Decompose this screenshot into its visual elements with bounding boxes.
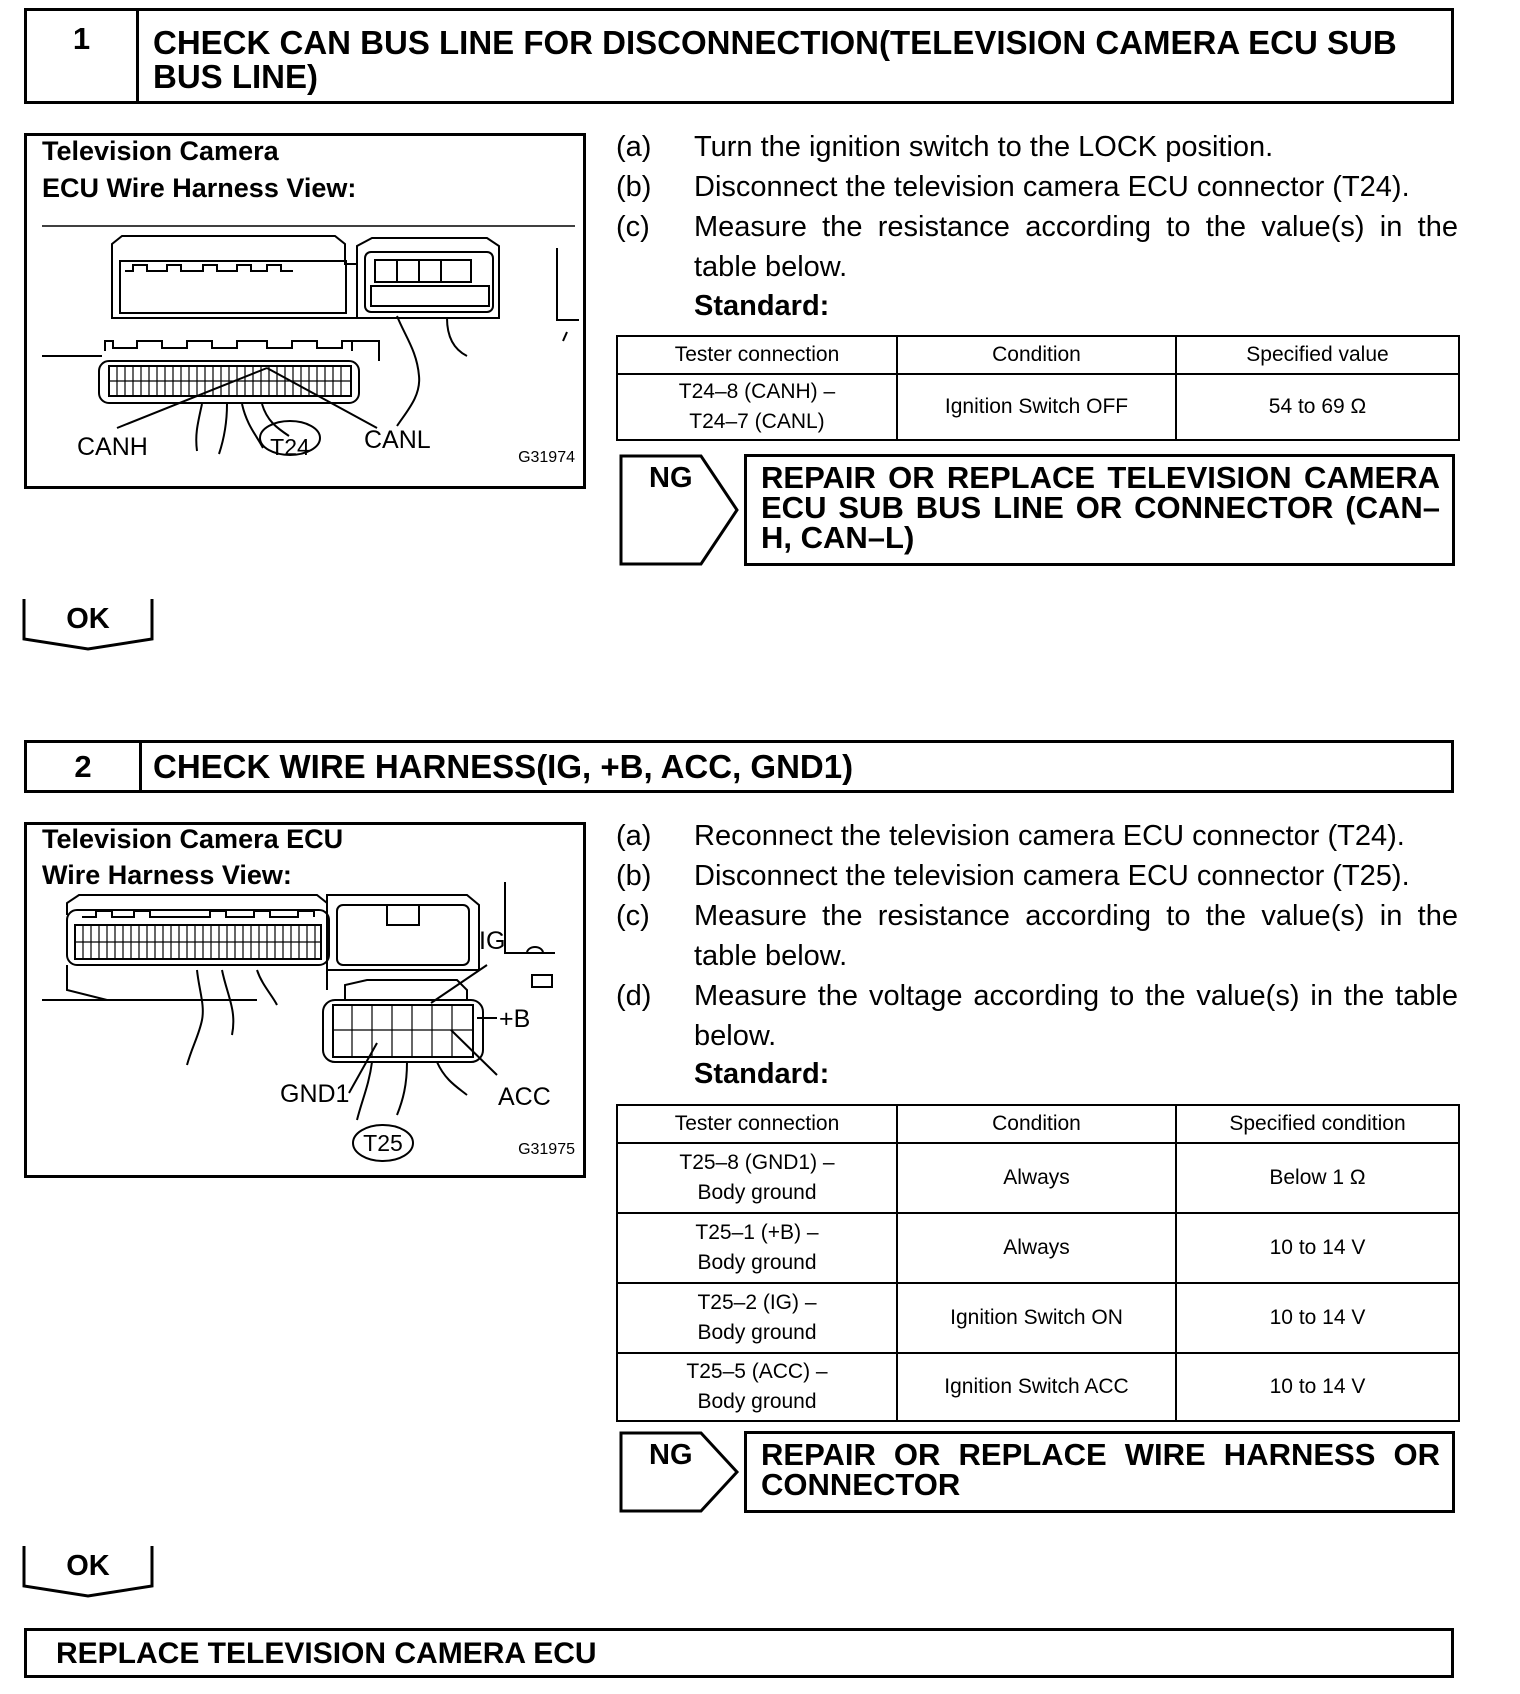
table-header: Specified condition <box>1176 1105 1459 1143</box>
step1-ok-label: OK <box>66 603 110 635</box>
step2-number: 2 <box>27 743 142 790</box>
t24-label: T24 <box>270 434 310 460</box>
table-row <box>617 1353 1459 1421</box>
table-cell: T25–8 (GND1) – Body ground <box>617 1143 897 1213</box>
ig-label: IG <box>479 927 506 955</box>
table-row <box>617 1213 1459 1283</box>
table-cell: Always <box>897 1143 1176 1213</box>
step2-header <box>24 740 1454 793</box>
table-cell: T24–8 (CANH) – T24–7 (CANL) <box>617 374 897 440</box>
acc-label: ACC <box>498 1083 551 1111</box>
step1-ng-block <box>619 454 1455 566</box>
table-cell: 10 to 14 V <box>1176 1283 1459 1353</box>
step1-ok-tag <box>22 597 162 653</box>
table-cell: T25–2 (IG) – Body ground <box>617 1283 897 1353</box>
step2-figure-code: G31975 <box>518 1141 575 1158</box>
step2-ng-label: NG <box>649 1439 693 1471</box>
step1-figure <box>24 133 586 489</box>
step1-spec-table <box>616 335 1460 441</box>
step1-title: CHECK CAN BUS LINE FOR DISCONNECTION(TELEVISION CAMERA ECU SUB BUS LINE) <box>153 24 1397 95</box>
step2-figure <box>24 822 586 1178</box>
table-header-row <box>617 336 1459 374</box>
canh-label: CANH <box>77 433 148 461</box>
gnd1-label: GND1 <box>280 1080 350 1108</box>
plus-b-label: +B <box>499 1005 531 1033</box>
step1-figure-title-2: ECU Wire Harness View: <box>42 173 357 203</box>
table-header: Condition <box>897 1105 1176 1143</box>
table-header: Tester connection <box>617 336 897 374</box>
table-cell: T25–5 (ACC) – Body ground <box>617 1353 897 1421</box>
step2-standard-label: Standard: <box>694 1058 830 1090</box>
step2-title: CHECK WIRE HARNESS(IG, +B, ACC, GND1) <box>153 748 854 785</box>
step1-ng-label: NG <box>649 462 693 494</box>
table-row <box>617 1283 1459 1353</box>
table-header-row <box>617 1105 1459 1143</box>
table-cell: Ignition Switch OFF <box>897 374 1176 440</box>
table-cell: Below 1 Ω <box>1176 1143 1459 1213</box>
step2-ok-label: OK <box>66 1550 110 1582</box>
table-row <box>617 374 1459 440</box>
step2-ng-block <box>619 1431 1455 1513</box>
canl-label: CANL <box>364 426 431 454</box>
table-header: Tester connection <box>617 1105 897 1143</box>
table-cell: T25–1 (+B) – Body ground <box>617 1213 897 1283</box>
step2-ok-tag <box>22 1544 162 1600</box>
table-row <box>617 1143 1459 1213</box>
table-header: Specified value <box>1176 336 1459 374</box>
table-cell: 10 to 14 V <box>1176 1353 1459 1421</box>
table-cell: Ignition Switch ACC <box>897 1353 1176 1421</box>
step1-number: 1 <box>27 11 139 101</box>
step2-ng-text: REPAIR OR REPLACE WIRE HARNESS OR CONNECTOR <box>744 1431 1455 1513</box>
step2-figure-title-2: Wire Harness View: <box>42 860 292 890</box>
final-action-box: REPLACE TELEVISION CAMERA ECU <box>24 1628 1454 1678</box>
table-cell: 10 to 14 V <box>1176 1213 1459 1283</box>
step1-standard-label: Standard: <box>694 290 830 322</box>
step2-spec-table <box>616 1104 1460 1422</box>
step1-header <box>24 8 1454 104</box>
t25-label: T25 <box>363 1130 403 1156</box>
table-cell: Always <box>897 1213 1176 1283</box>
table-cell: 54 to 69 Ω <box>1176 374 1459 440</box>
step1-ng-text: REPAIR OR REPLACE TELEVISION CAMERA ECU SUB BUS LINE OR CONNECTOR (CAN–H, CAN–L) <box>744 454 1455 566</box>
table-cell: Ignition Switch ON <box>897 1283 1176 1353</box>
step1-figure-code: G31974 <box>518 449 575 466</box>
step2-figure-title-1: Television Camera ECU <box>42 824 344 854</box>
step1-figure-title-1: Television Camera <box>42 136 279 166</box>
table-header: Condition <box>897 336 1176 374</box>
